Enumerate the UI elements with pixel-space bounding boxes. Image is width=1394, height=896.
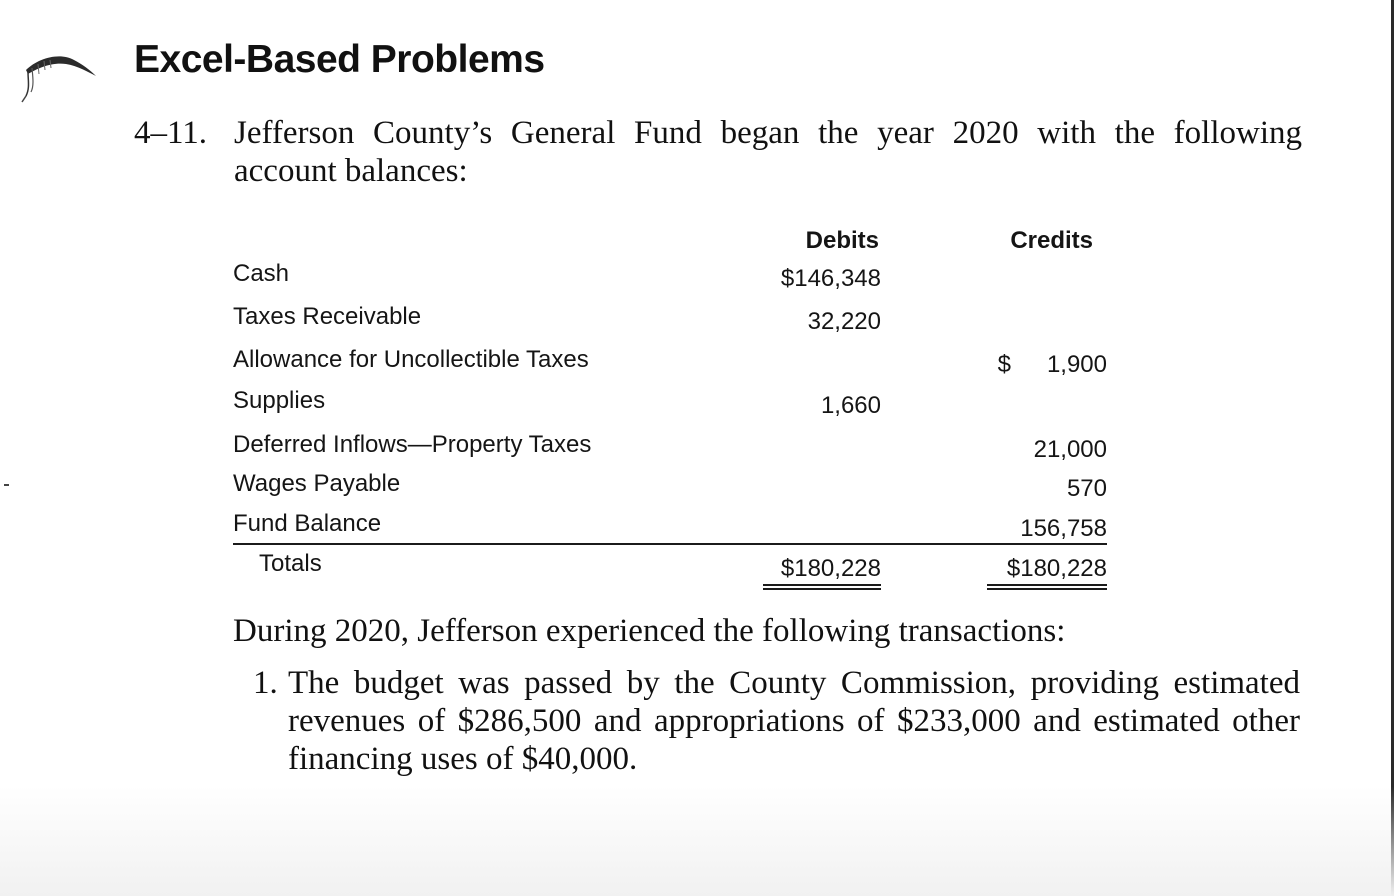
transaction-number: 1. (253, 665, 278, 701)
table-row (233, 260, 1107, 300)
margin-mark (4, 484, 9, 486)
account-name: Wages Payable (233, 470, 401, 497)
credits-header: Credits (1010, 227, 1093, 254)
table-row (233, 346, 1107, 386)
account-name: Deferred Inflows—Property Taxes (233, 431, 592, 458)
debit-amount: 32,220 (807, 308, 881, 335)
credit-double-underline (987, 584, 1107, 590)
debit-amount: 1,660 (820, 392, 881, 419)
totals-rule (233, 543, 1107, 545)
section-title: Excel-Based Problems (134, 38, 545, 81)
table-row (233, 470, 1107, 510)
credit-currency-symbol: $ (997, 351, 1011, 378)
totals-label: Totals (259, 550, 322, 577)
problem-number: 4–11. (134, 115, 208, 151)
account-name: Fund Balance (233, 510, 382, 537)
page-shadow (0, 786, 1394, 896)
transactions-intro: During 2020, Jefferson experienced the following transactions: (233, 613, 1066, 649)
transaction-text: The budget was passed by the County Commission, providing estimated revenues of $286,500 and appropriations of $233,000 and estimated other financing uses of $40,000. (288, 665, 1300, 777)
table-row (233, 387, 1107, 427)
debit-amount: $146,348 (780, 265, 881, 292)
credit-amount: 1,900 (1046, 351, 1107, 378)
debit-double-underline (763, 584, 881, 590)
credit-total: $180,228 (1006, 555, 1107, 582)
trial-balance-table (233, 222, 1107, 602)
account-name: Supplies (233, 387, 326, 414)
credit-amount: 570 (1066, 475, 1107, 502)
account-name: Taxes Receivable (233, 303, 422, 330)
account-name: Cash (233, 260, 290, 287)
credit-amount: 156,758 (1020, 515, 1107, 542)
credit-amount: 21,000 (1033, 436, 1107, 463)
table-row (233, 303, 1107, 343)
totals-row (233, 550, 1107, 590)
debits-header: Debits (805, 227, 879, 254)
account-name: Allowance for Uncollectible Taxes (233, 346, 589, 373)
table-row (233, 431, 1107, 471)
debit-total: $180,228 (780, 555, 881, 582)
problem-text: Jefferson County’s General Fund began the year 2020 with the following account balances: (234, 115, 1302, 189)
excel-logo-icon (12, 44, 102, 114)
